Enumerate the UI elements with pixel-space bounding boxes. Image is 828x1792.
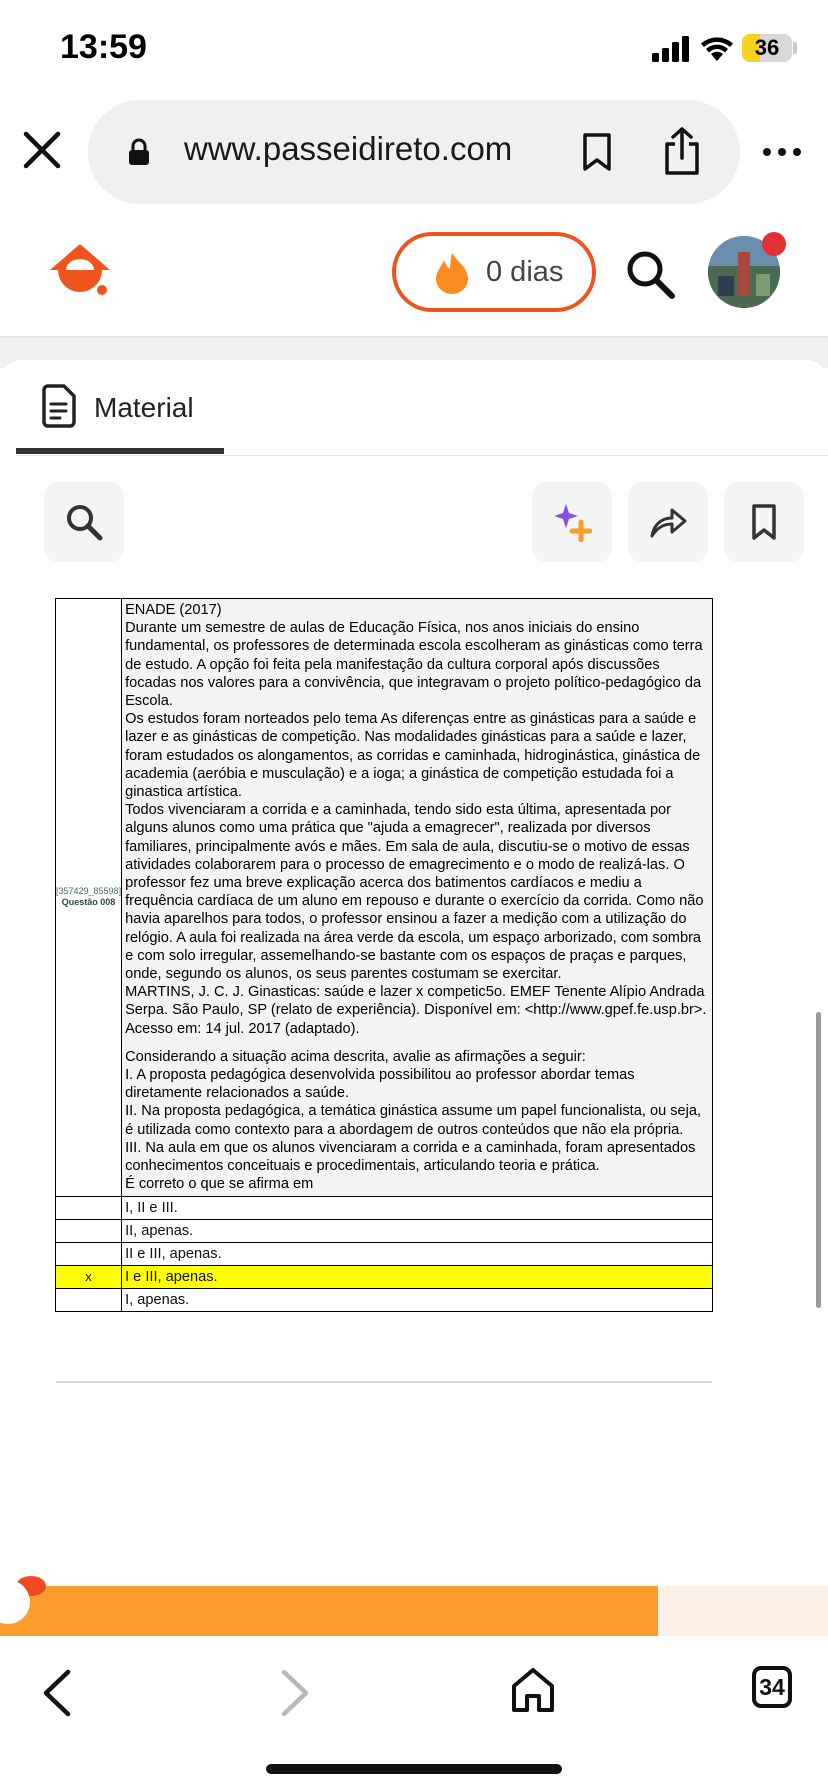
- flame-icon: [434, 252, 470, 294]
- answer-option-text: I e III, apenas.: [122, 1265, 713, 1288]
- answer-option-text: II e III, apenas.: [122, 1242, 713, 1265]
- ai-sparkle-button[interactable]: [532, 482, 612, 562]
- bookmark-icon[interactable]: [582, 132, 612, 172]
- question-table: [55, 598, 713, 1312]
- answer-mark: [56, 1219, 122, 1242]
- statement-iii: III. Na aula em que os alunos vivenciaram a corrida e a caminhada, foram apresentados conhecimentos conceituais e procedimentais, articulando teoria e prática.: [125, 1139, 696, 1175]
- answer-mark: [56, 1242, 122, 1265]
- question-paragraph: Todos vivenciaram a corrida e a caminhada, tendo sido esta última, apresentada por alguns alunos como uma prática que "ajuda a emagrecer", realizada por diversos familiares, principalmente avós e mães. Em sala de aula, discutiu-se o motivo de essas atividades colaborarem para o processo de emagrecimento e o modo de realizá-las. O professor fez uma breve explicação acerca dos batimentos cardíacos e mediu a frequência cardíaca de um aluno em repouso e durante o exercício da corrida. Como não havia aparelhos para todos, o professor ensinou a fazer a medição com a utilização do relógio. A aula foi realizada na área verde da escola, um espaço arborizado, com sombra e com solo irregular, assemelhando-se bastante com os espaços de praças e parques, onde, segundo os alunos, os seus parentes costumam se exercitar.: [125, 802, 704, 983]
- close-icon[interactable]: [20, 128, 64, 172]
- question-id: [357429_85598]: [56, 886, 122, 897]
- battery-indicator: [742, 34, 792, 62]
- battery-percent: 36: [754, 35, 780, 60]
- question-label: Questão 008: [61, 897, 116, 908]
- tab-material-label: Material: [94, 392, 194, 423]
- answer-mark: [56, 1288, 122, 1311]
- site-logo[interactable]: [48, 242, 112, 300]
- bookmark-icon: [744, 502, 784, 542]
- tab-material[interactable]: [16, 378, 224, 454]
- answer-option-row: [56, 1196, 713, 1219]
- answer-option-row: [56, 1288, 713, 1311]
- question-paragraph: Os estudos foram norteados pelo tema As diferenças entre as ginásticas para a saúde e lazer e as ginásticas de competição. Nas modalidades ginásticas para a saúde e lazer, foram estudados os alongamentos, as corridas e caminhada, hidroginástica, ginástica de academia (aeróbia e musculação) e a ioga; a ginástica de competição estudada foi a ginastica artística.: [125, 711, 701, 801]
- answer-mark: x: [56, 1265, 122, 1288]
- question-stem: É correto o que se afirma em: [125, 1176, 314, 1193]
- answer-option-text: II, apenas.: [122, 1219, 713, 1242]
- tab-divider: [16, 455, 828, 456]
- promo-banner[interactable]: [0, 1586, 828, 1636]
- streak-button[interactable]: [392, 232, 596, 312]
- answer-mark: [56, 1196, 122, 1219]
- back-icon[interactable]: [38, 1668, 74, 1718]
- share-document-button[interactable]: [628, 482, 708, 562]
- question-row: [56, 599, 713, 1197]
- search-icon: [64, 502, 104, 542]
- answer-option-row: [56, 1219, 713, 1242]
- streak-label: 0 dias: [486, 256, 564, 288]
- answer-option-row-selected: [56, 1265, 713, 1288]
- answer-option-text: I, II e III.: [122, 1196, 713, 1219]
- url-text[interactable]: www.passeidireto.com: [184, 130, 513, 167]
- question-number-cell: [56, 599, 122, 1197]
- promo-banner-fill: [0, 1586, 658, 1636]
- sparkle-plus-icon: [552, 502, 592, 542]
- forward-icon[interactable]: [278, 1668, 314, 1718]
- question-reference: MARTINS, J. C. J. Ginasticas: saúde e lazer x competic5o. EMEF Tenente Alípio Andrada Serpa. São Paulo, SP (relato de experiência). Disponível em: <http://www.gpef.fe.usp.br>. Acesso em: 14 jul. 2017 (adaptado).: [125, 984, 707, 1037]
- more-options-icon[interactable]: [762, 146, 802, 158]
- search-icon[interactable]: [624, 248, 676, 300]
- home-indicator[interactable]: [266, 1764, 562, 1774]
- scrollbar[interactable]: [816, 1012, 821, 1308]
- home-icon[interactable]: [510, 1666, 556, 1714]
- lock-icon: [128, 138, 150, 166]
- answer-option-row: [56, 1242, 713, 1265]
- wifi-icon: [700, 34, 734, 62]
- tabs-button[interactable]: 34: [752, 1666, 792, 1708]
- paragraph-gap: [125, 1038, 710, 1048]
- share-icon[interactable]: [662, 126, 702, 176]
- status-time: 13:59: [60, 28, 147, 66]
- notification-dot: [762, 232, 786, 256]
- status-bar: [0, 0, 828, 96]
- statement-i: I. A proposta pedagógica desenvolvida possibilitou ao professor abordar temas diretamente relacionados a saúde.: [125, 1067, 635, 1102]
- url-bar[interactable]: [88, 100, 740, 204]
- question-prompt: Considerando a situação acima descrita, avalie as afirmações a seguir:: [125, 1048, 586, 1065]
- cellular-signal-icon: [652, 36, 690, 62]
- answer-option-text: I, apenas.: [122, 1288, 713, 1311]
- statement-ii: II. Na proposta pedagógica, a temática ginástica assume um papel funcionalista, ou seja, é utilizada como contexto para a abordagem de outros conteúdos que não ela própria.: [125, 1103, 702, 1138]
- share-arrow-icon: [648, 502, 688, 542]
- question-text-cell: [122, 599, 713, 1197]
- page-bottom-rule: [56, 1381, 712, 1383]
- document-icon: [40, 384, 76, 428]
- tab-active-indicator: [16, 448, 224, 454]
- question-paragraph: Durante um semestre de aulas de Educação Física, nos anos iniciais do ensino fundamental, os professores de determinada escola escolheram as ginásticas como terra de estudo. A opção foi feita pela manifestação da cultura corporal após discussões focadas nos valores para a convivência, que integravam o projeto político-pedagógico da Escola.: [125, 620, 703, 710]
- search-in-document-button[interactable]: [44, 482, 124, 562]
- save-document-button[interactable]: [724, 482, 804, 562]
- battery-tip: [793, 42, 797, 54]
- question-paragraph: ENADE (2017): [125, 602, 222, 618]
